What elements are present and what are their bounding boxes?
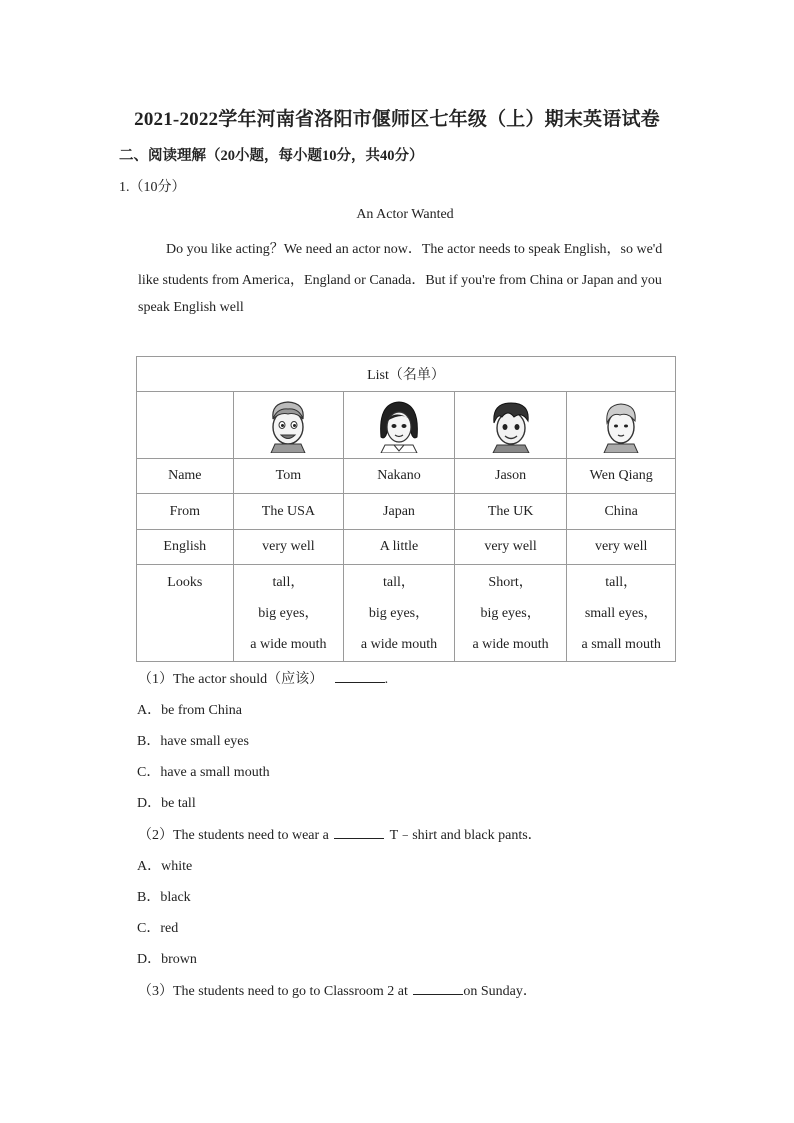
exam-title: 2021-2022学年河南省洛阳市偃师区七年级（上）期末英语试卷 xyxy=(134,109,660,130)
person-name: Jason xyxy=(454,459,567,494)
passage-title: An Actor Wanted xyxy=(356,207,454,222)
option-a[interactable]: A．be from China xyxy=(137,703,242,718)
question-3 xyxy=(138,980,537,1000)
row-label-looks: Looks xyxy=(137,565,234,662)
row-label-name: Name xyxy=(137,459,234,494)
person-looks xyxy=(567,565,676,662)
person-english: very well xyxy=(233,530,344,565)
person-looks xyxy=(454,565,567,662)
looks-line: Short， xyxy=(488,575,533,590)
question-suffix: . xyxy=(384,672,389,687)
question-text: （1）The actor should（应该） xyxy=(138,672,324,687)
person-english: very well xyxy=(454,530,567,565)
looks-line: tall， xyxy=(383,575,415,590)
row-label-english: English xyxy=(137,530,234,565)
section-heading: 二、阅读理解（20小题，每小题10分，共40分） xyxy=(119,148,424,164)
option-c[interactable]: C．have a small mouth xyxy=(137,765,270,780)
boy-face-icon xyxy=(484,397,538,453)
person-looks xyxy=(233,565,344,662)
looks-line: big eyes， xyxy=(368,606,430,621)
question-text: （2）The students need to wear a xyxy=(138,828,329,843)
person-name: Tom xyxy=(233,459,344,494)
question-2 xyxy=(138,824,542,844)
option-b[interactable]: B．black xyxy=(137,890,191,905)
question-suffix: on Sunday． xyxy=(463,984,537,999)
row-label-from: From xyxy=(137,494,234,530)
looks-line: a small mouth xyxy=(581,637,661,652)
looks-line: big eyes， xyxy=(258,606,319,621)
person-from: China xyxy=(567,494,676,530)
looks-line: a wide mouth xyxy=(472,637,549,652)
passage-line: like students from America，England or Canada．But if you're from China or Japan and you xyxy=(138,273,662,288)
answer-blank[interactable] xyxy=(335,670,385,683)
table-caption: List（名单） xyxy=(137,357,676,392)
option-c[interactable]: C．red xyxy=(137,921,179,936)
portrait-cell xyxy=(344,392,455,459)
person-looks xyxy=(344,565,455,662)
person-name: Nakano xyxy=(344,459,455,494)
looks-line: tall， xyxy=(272,575,305,590)
person-from: Japan xyxy=(344,494,455,530)
answer-blank[interactable] xyxy=(334,826,384,839)
question-suffix: T﹣shirt and black pants． xyxy=(389,828,542,843)
looks-line: a wide mouth xyxy=(250,637,327,652)
looks-line: tall， xyxy=(605,575,638,590)
option-b[interactable]: B．have small eyes xyxy=(137,734,249,749)
answer-blank[interactable] xyxy=(413,982,463,995)
portrait-cell xyxy=(567,392,676,459)
looks-line: a wide mouth xyxy=(360,637,438,652)
option-d[interactable]: D．brown xyxy=(137,952,197,967)
option-a[interactable]: A．white xyxy=(137,859,193,874)
actor-list-table xyxy=(136,356,676,662)
looks-line: small eyes， xyxy=(584,606,658,621)
empty-cell xyxy=(137,392,234,459)
person-english: A little xyxy=(344,530,455,565)
person-name: Wen Qiang xyxy=(567,459,676,494)
person-from: The UK xyxy=(454,494,567,530)
person-from: The USA xyxy=(233,494,344,530)
question-1 xyxy=(138,668,388,688)
question-text: （3）The students need to go to Classroom 2 at xyxy=(138,984,408,999)
portrait-cell xyxy=(454,392,567,459)
question-number: 1.（10分） xyxy=(119,180,186,195)
looks-line: big eyes， xyxy=(480,606,541,621)
portrait-cell xyxy=(233,392,344,459)
boy-face-icon xyxy=(594,397,648,453)
passage-line: speak English well xyxy=(138,300,244,315)
option-d[interactable]: D．be tall xyxy=(137,796,196,811)
passage-line: Do you like acting？We need an actor now．The actor needs to speak English，so we'd xyxy=(166,242,663,257)
boy-face-icon xyxy=(261,397,315,453)
girl-face-icon xyxy=(372,397,426,453)
person-english: very well xyxy=(567,530,676,565)
